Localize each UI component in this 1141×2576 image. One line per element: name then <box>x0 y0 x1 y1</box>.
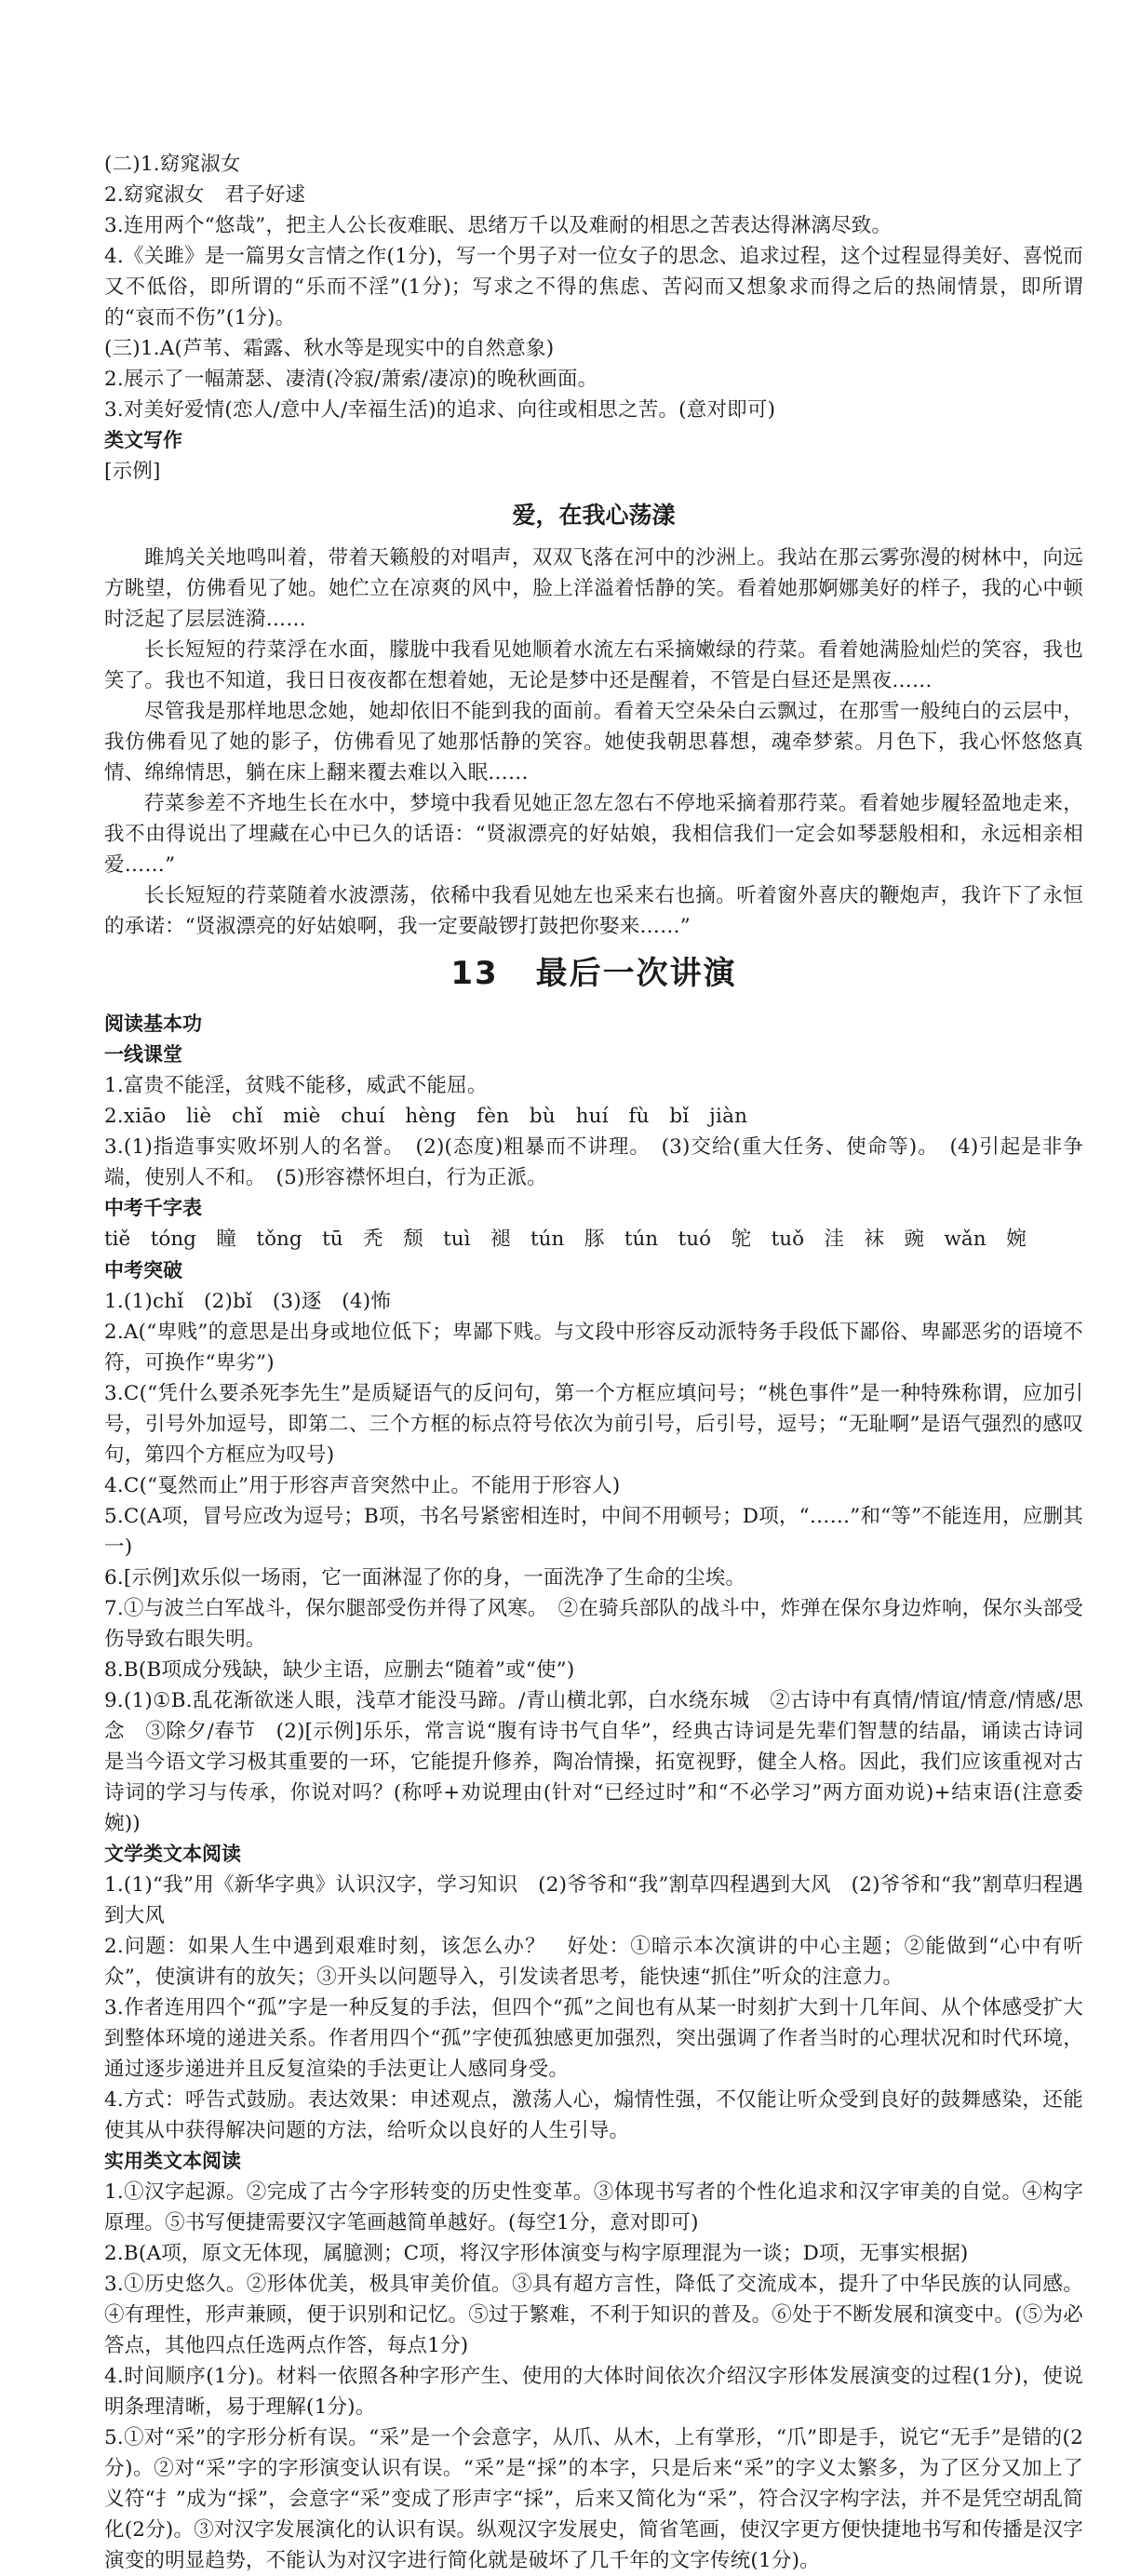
answer-line: 1.富贵不能淫，贫贱不能移，威武不能屈。 <box>104 1074 488 1097</box>
answer-line: 7.①与波兰白军战斗，保尔腿部受伤并得了风寒。 ②在骑兵部队的战斗中，炸弹在保尔身边炸响，保尔头部受伤导致右眼失明。 <box>104 1597 1083 1651</box>
answer-line: 3.连用两个“悠哉”，把主人公长夜难眠、思绪万千以及难耐的相思之苦表达得淋漓尽致。 <box>104 214 893 237</box>
answer-line: 2.展示了一幅萧瑟、凄清(冷寂/萧索/凄凉)的晚秋画面。 <box>104 368 598 391</box>
subsection-heading: 一线课堂 <box>104 1043 182 1066</box>
basics-section <box>104 1009 1083 1839</box>
section-heading: 类文写作 <box>104 429 182 451</box>
answer-line: 3.作者连用四个“孤”字是一种反复的手法，但四个“孤”之间也有从某一时刻扩大到十几年间、从个体感受扩大到整体环境的递进关系。作者用四个“孤”字使孤独感更加强烈，突出强调了作者当时的心理状况和时代环境，通过逐步递进并且反复渲染的手法更让人感同身受。 <box>104 1996 1083 2081</box>
essay-paragraph: 雎鸠关关地鸣叫着，带着天籁般的对唱声，双双飞落在河中的沙洲上。我站在那云雾弥漫的树林中，向远方眺望，仿佛看见了她。她伫立在凉爽的风中，脸上洋溢着恬静的笑。看着她那婀娜美好的样子，我的心中顿时泛起了层层涟漪…… <box>104 546 1083 631</box>
essay-paragraph: 长长短短的荇菜浮在水面，朦胧中我看见她顺着水流左右采摘嫩绿的荇菜。看着她满脸灿烂的笑容，我也笑了。我也不知道，我日日夜夜都在想着她，无论是梦中还是醒着，不管是白昼还是黑夜…… <box>104 638 1083 692</box>
answer-line: 5.C(A项，冒号应改为逗号；B项，书名号紧密相连时，中间不用顿号；D项，“……”和“等”不能连用，应删其一) <box>104 1505 1083 1559</box>
part1-answers <box>104 149 1083 425</box>
example-tag: [示例] <box>104 460 161 483</box>
answer-line: 6.[示例]欢乐似一场雨，它一面淋湿了你的身，一面洗净了生命的尘埃。 <box>104 1566 746 1590</box>
section-heading: 阅读基本功 <box>104 1013 202 1035</box>
answer-line: 1.①汉字起源。②完成了古今字形转变的历史性变革。③体现书写者的个性化追求和汉字审美的自觉。④构字原理。⑤书写便捷需要汉字笔画越简单越好。(每空1分，意对即可) <box>104 2180 1083 2234</box>
section-heading: 文学类文本阅读 <box>104 1843 241 1865</box>
answer-line: 2.B(A项，原文无体现，属臆测；C项，将汉字形体演变与构字原理混为一谈；D项，无事实根据) <box>104 2242 969 2265</box>
answer-line: 4.C(“戛然而止”用于形容声音突然中止。不能用于形容人) <box>104 1474 621 1497</box>
answer-line: 4.方式：呼告式鼓励。表达效果：申述观点，激荡人心，煽情性强，不仅能让听众受到良好的鼓舞感染，还能使其从中获得解决问题的方法，给听众以良好的人生引导。 <box>104 2088 1083 2142</box>
answer-line: 1.(1)chǐ (2)bǐ (3)逐 (4)怖 <box>104 1290 392 1313</box>
answer-line: 2.xiāo liè chǐ miè chuí hèng fèn bù huí fù bǐ jiàn <box>104 1105 748 1128</box>
chapter-title <box>104 953 1083 994</box>
answer-line: 2.窈窕淑女 君子好逑 <box>104 183 306 207</box>
answer-line: 2.问题：如果人生中遇到艰难时刻，该怎么办？ 好处：①暗示本次演讲的中心主题；②能做到“心中有听众”，使演讲有的放矢；③开头以问题导入，引发读者思考，能快速“抓住”听众的注意力。 <box>104 1935 1083 1989</box>
writing-section <box>104 425 1083 942</box>
chapter-name: 最后一次讲演 <box>535 955 737 992</box>
essay-paragraph: 长长短短的荇菜随着水波漂荡，依稀中我看见她左也采来右也摘。听着窗外喜庆的鞭炮声，我许下了永恒的承诺：“贤淑漂亮的好姑娘啊，我一定要敲锣打鼓把你娶来……” <box>104 884 1083 938</box>
essay-paragraph: 尽管我是那样地思念她，她却依旧不能到我的面前。看着天空朵朵白云飘过，在那雪一般纯白的云层中，我仿佛看见了她的影子，仿佛看见了她那恬静的笑容。她使我朝思暮想，魂牵梦萦。月色下，我心怀悠悠真情、绵绵情思，躺在床上翻来覆去难以入眠…… <box>104 700 1083 785</box>
answer-line: 5.①对“采”的字形分析有误。“采”是一个会意字，从爪、从木，上有掌形，“爪”即是手，说它“无手”是错的(2分)。②对“采”字的字形演变认识有误。“采”是“採”的本字，只是后来“采”的字义太繁多，为了区分又加上了义符“扌”成为“採”，会意字“采”变成了形声字“採”，后来又简化为“采”，符合汉字构字法，并不是凭空胡乱简化(2分)。③对汉字发展演化的认识有误。纵观汉字发展史，简省笔画，使汉字更方便快捷地书写和传播是汉字演变的明显趋势，不能认为对汉字进行简化就是破坏了几千年的文字传统(1分)。 <box>104 2426 1083 2572</box>
answer-line: 3.对美好爱情(恋人/意中人/幸福生活)的追求、向往或相思之苦。(意对即可) <box>104 398 776 422</box>
answer-line: 9.(1)①B.乱花渐欲迷人眼，浅草才能没马蹄。/青山横北郭，白水绕东城 ②古诗中有真情/情谊/情意/情感/思念 ③除夕/春节 (2)[示例]乐乐，常言说“腹有诗书气自华”，经典古诗词是先辈们智慧的结晶，诵读古诗词是当今语文学习极其重要的一环，它能提升修养，陶冶情操，拓宽视野，健全人格。因此，我们应该重视对古诗词的学习与传承，你说对吗？(称呼+劝说理由(针对“已经过时”和“不必学习”两方面劝说)+结束语(注意委婉)) <box>104 1689 1083 1835</box>
literary-section <box>104 1839 1083 2146</box>
answer-line: (三)1.A(芦苇、霜露、秋水等是现实中的自然意象) <box>104 337 555 360</box>
answer-line: 3.①历史悠久。②形体优美，极具审美价值。③具有超方言性，降低了交流成本，提升了中华民族的认同感。④有理性，形声兼顾，便于识别和记忆。⑤过于繁难，不利于知识的普及。⑥处于不断发展和演变中。(⑤为必答点，其他四点任选两点作答，每点1分) <box>104 2273 1083 2357</box>
answer-line: 4.时间顺序(1分)。材料一依照各种字形产生、使用的大体时间依次介绍汉字形体发展演变的过程(1分)，使说明条理清晰，易于理解(1分)。 <box>104 2365 1083 2419</box>
answer-line: (二)1.窈窕淑女 <box>104 153 241 176</box>
answer-line: 1.(1)“我”用《新华字典》认识汉字，学习知识 (2)爷爷和“我”割草四程遇到大风 (2)爷爷和“我”割草归程遇到大风 <box>104 1873 1083 1927</box>
answer-line: 3.(1)指造事实败坏别人的名誉。 (2)(态度)粗暴而不讲理。 (3)交给(重大任务、使命等)。 (4)引起是非争端，使别人不和。 (5)形容襟怀坦白，行为正派。 <box>104 1135 1083 1189</box>
answer-line: 8.B(B项成分残缺，缺少主语，应删去“随着”或“使”) <box>104 1658 575 1682</box>
subsection-heading: 中考千字表 <box>104 1197 202 1219</box>
subsection-heading: 中考突破 <box>104 1259 182 1281</box>
answer-line: 4.《关雎》是一篇男女言情之作(1分)，写一个男子对一位女子的思念、追求过程，这个过程显得美好、喜悦而又不低俗，即所谓的“乐而不淫”(1分)；写求之不得的焦虑、苦闷而又想象求而得之后的热闹情景，即所谓的“哀而不伤”(1分)。 <box>104 245 1083 329</box>
answer-line: 2.A(“卑贱”的意思是出身或地位低下；卑鄙下贱。与文段中形容反动派特务手段低下鄙俗、卑鄙恶劣的语境不符，可换作“卑劣”) <box>104 1321 1083 1375</box>
chapter-number: 13 <box>450 955 499 992</box>
essay-title: 爱，在我心荡漾 <box>512 502 676 529</box>
answer-line: 3.C(“凭什么要杀死李先生”是质疑语气的反问句，第一个方框应填问号；“桃色事件”是一种特殊称谓，应加引号，引号外加逗号，即第二、三个方框的标点符号依次为前引号，后引号，逗号；“无耻啊”是语气强烈的感叹句，第四个方框应为叹号) <box>104 1382 1083 1467</box>
essay-paragraph: 荇菜参差不齐地生长在水中，梦境中我看见她正忽左忽右不停地采摘着那荇菜。看着她步履轻盈地走来，我不由得说出了埋藏在心中已久的话语：“贤淑漂亮的好姑娘，我相信我们一定会如琴瑟般相和，永远相亲相爱……” <box>104 792 1083 877</box>
section-heading: 实用类文本阅读 <box>104 2150 241 2172</box>
pinyin-row: tiě tóng 瞳 tǒng tū 秃 颓 tuì 褪 tún 豚 tún tuó 鸵 tuǒ 洼 袜 豌 wǎn 婉 <box>104 1228 1027 1251</box>
practical-section <box>104 2146 1083 2576</box>
